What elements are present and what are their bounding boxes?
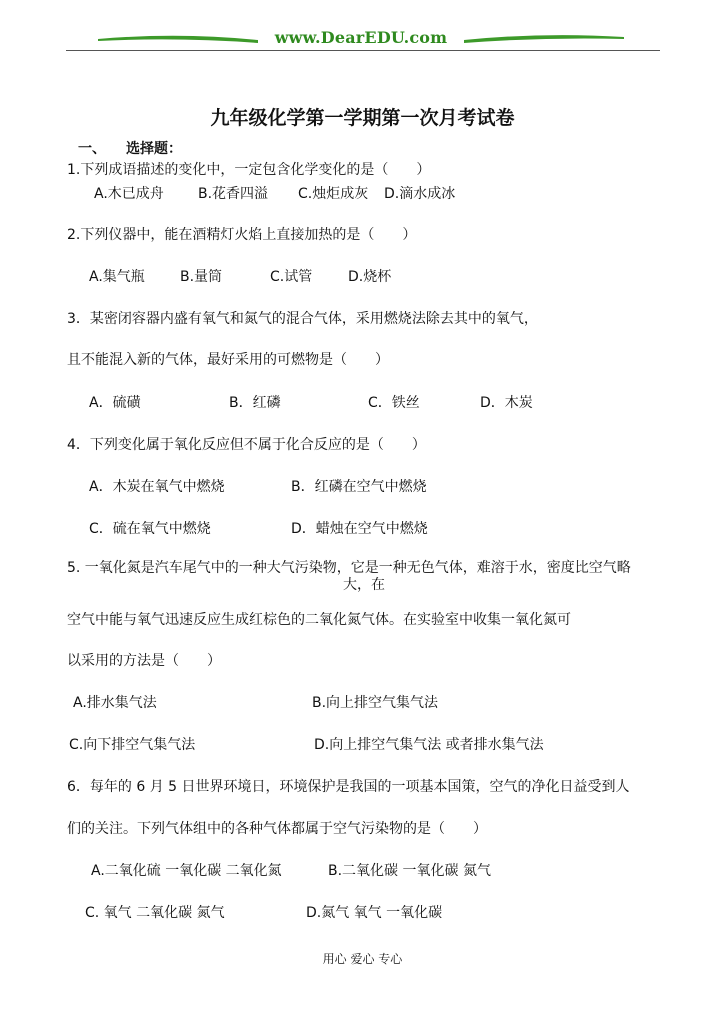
question-3-option-d: D．木炭: [480, 395, 533, 411]
question-1-option-d: D.滴水成冰: [384, 186, 456, 202]
question-6-option-a: A.二氧化硫 一氧化碳 二氧化氮: [91, 863, 282, 879]
site-logo: [98, 28, 624, 50]
question-2-option-c: C.试管: [270, 269, 313, 285]
question-4-option-b: B．红磷在空气中燃烧: [291, 479, 427, 495]
question-3-option-a: A．硫磺: [89, 395, 141, 411]
question-4-option-a: A．木炭在氧气中燃烧: [89, 479, 225, 495]
question-3-option-c: C．铁丝: [368, 395, 420, 411]
question-6-stem-line-2: 们的关注。下列气体组中的各种气体都属于空气污染物的是（ ）: [67, 821, 487, 837]
page-title: 九年级化学第一学期第一次月考试卷: [210, 107, 515, 129]
question-2-option-b: B.量筒: [180, 269, 223, 285]
section-number: 一、: [78, 141, 106, 157]
question-2-stem: 2.下列仪器中，能在酒精灯火焰上直接加热的是（ ）: [67, 227, 417, 243]
question-6-stem-line-1: 6．每年的 6 月 5 日世界环境日，环境保护是我国的一项基本国策，空气的净化日益受到人: [67, 779, 630, 795]
question-2-option-d: D.烧杯: [348, 269, 392, 285]
question-6-option-b: B.二氧化碳 一氧化碳 氮气: [328, 863, 491, 879]
question-1-option-a: A.木已成舟: [94, 186, 164, 202]
section-label: 选择题：: [126, 141, 182, 157]
question-3-stem-line-1: 3．某密闭容器内盛有氧气和氮气的混合气体，采用燃烧法除去其中的氧气，: [67, 311, 538, 327]
header-divider: [66, 50, 660, 51]
question-4-option-d: D．蜡烛在空气中燃烧: [291, 521, 428, 537]
question-5-stem-line-4: 以采用的方法是（ ）: [67, 653, 221, 669]
question-5-option-b: B.向上排空气集气法: [312, 695, 439, 711]
logo-text: www.DearEDU.com: [274, 28, 448, 47]
question-3-option-b: B．红磷: [229, 395, 281, 411]
question-5-option-a: A.排水集气法: [73, 695, 157, 711]
question-3-stem-line-2: 且不能混入新的气体，最好采用的可燃物是（ ）: [67, 352, 389, 368]
question-4-option-c: C．硫在氧气中燃烧: [89, 521, 211, 537]
question-5-option-c: C.向下排空气集气法: [69, 737, 196, 753]
question-5-stem-line-3: 空气中能与氧气迅速反应生成红棕色的二氧化氮气体。在实验室中收集一氧化氮可: [67, 612, 571, 628]
question-6-option-d: D.氮气 氧气 一氧化碳: [306, 905, 443, 921]
question-2-option-a: A.集气瓶: [89, 269, 145, 285]
question-4-stem: 4．下列变化属于氧化反应但不属于化合反应的是（ ）: [67, 437, 426, 453]
question-5-option-d: D.向上排空气集气法 或者排水集气法: [314, 737, 544, 753]
question-5-stem-line-2: 大，在: [343, 577, 385, 593]
question-1-stem: 1.下列成语描述的变化中，一定包含化学变化的是（ ）: [67, 162, 431, 178]
question-1-option-c: C.烛炬成灰: [298, 186, 369, 202]
page-footer: 用心 爱心 专心: [322, 952, 403, 966]
question-1-option-b: B.花香四溢: [198, 186, 269, 202]
question-6-option-c: C. 氧气 二氧化碳 氮气: [85, 905, 225, 921]
question-5-stem-line-1: 5. 一氧化氮是汽车尾气中的一种大气污染物，它是一种无色气体，难溶于水，密度比空气略: [67, 560, 631, 576]
